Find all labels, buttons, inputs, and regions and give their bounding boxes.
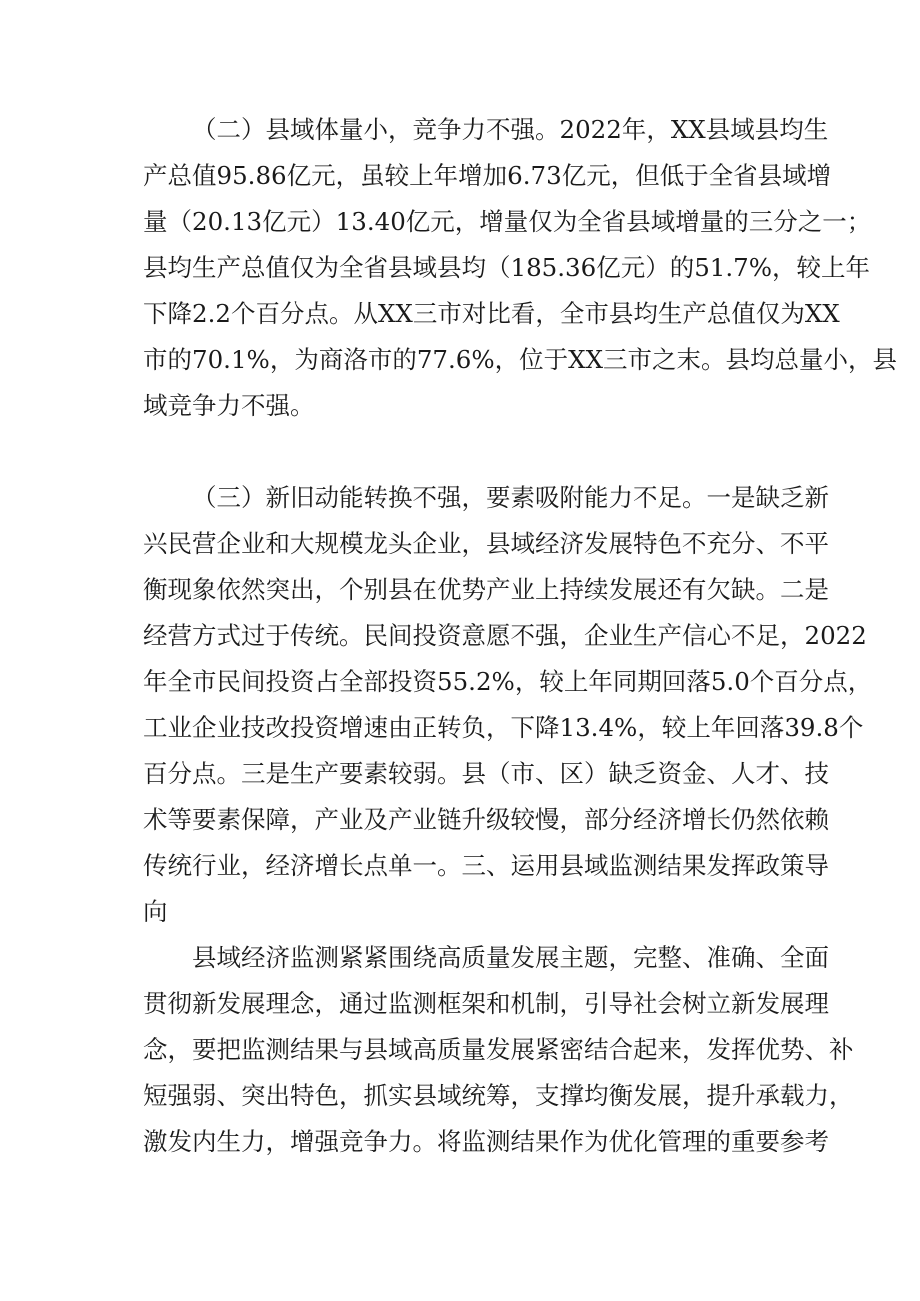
text-line: 下降2.2个百分点。从XX三市对比看，全市县均生产总值仅为XX [143,299,840,328]
text-line: （二）县域体量小，竞争力不强。2022年，XX县域县均生 [192,115,829,144]
text-line: 市的70.1%，为商洛市的77.6%，位于XX三市之末。县均总量小，县 [143,345,898,374]
text-line: 衡现象依然突出，个别县在优势产业上持续发展还有欠缺。二是 [143,575,829,604]
text-line: 域竞争力不强。 [143,391,315,420]
text-line: 经营方式过于传统。民间投资意愿不强，企业生产信心不足，2022 [143,621,867,650]
text-line: 术等要素保障，产业及产业链升级较慢，部分经济增长仍然依赖 [143,805,829,834]
paragraph-county-scale [143,107,898,429]
text-line: 贯彻新发展理念，通过监测框架和机制，引导社会树立新发展理 [143,989,829,1018]
text-line: 年全市民间投资占全部投资55.2%，较上年同期回落5.0个百分点， [143,667,873,696]
text-line: 量（20.13亿元）13.40亿元，增量仅为全省县域增量的三分之一； [143,207,872,236]
text-line: 向 [143,897,168,926]
text-line: 百分点。三是生产要素较弱。县（市、区）缺乏资金、人才、技 [143,759,829,788]
text-line: 产总值95.86亿元，虽较上年增加6.73亿元，但低于全省县域增 [143,161,832,190]
text-line: 县均生产总值仅为全省县域县均（185.36亿元）的51.7%，较上年 [143,253,871,282]
text-line: 激发内生力，增强竞争力。将监测结果作为优化管理的重要参考 [143,1127,829,1156]
text-line: 兴民营企业和大规模龙头企业，县域经济发展特色不充分、不平 [143,529,829,558]
text-line: 工业企业技改投资增速由正转负，下降13.4%，较上年回落39.8个 [143,713,864,742]
text-line: 县域经济监测紧紧围绕高质量发展主题，完整、准确、全面 [192,943,829,972]
text-line: 短强弱、突出特色，抓实县域统筹，支撑均衡发展，提升承载力， [143,1081,854,1110]
text-line: （三）新旧动能转换不强，要素吸附能力不足。一是缺乏新 [192,483,829,512]
text-line: 念，要把监测结果与县域高质量发展紧密结合起来，发挥优势、补 [143,1035,854,1064]
paragraph-monitoring-results [143,935,854,1165]
paragraph-growth-drivers [143,475,873,935]
text-line: 传统行业，经济增长点单一。三、运用县域监测结果发挥政策导 [143,851,829,880]
